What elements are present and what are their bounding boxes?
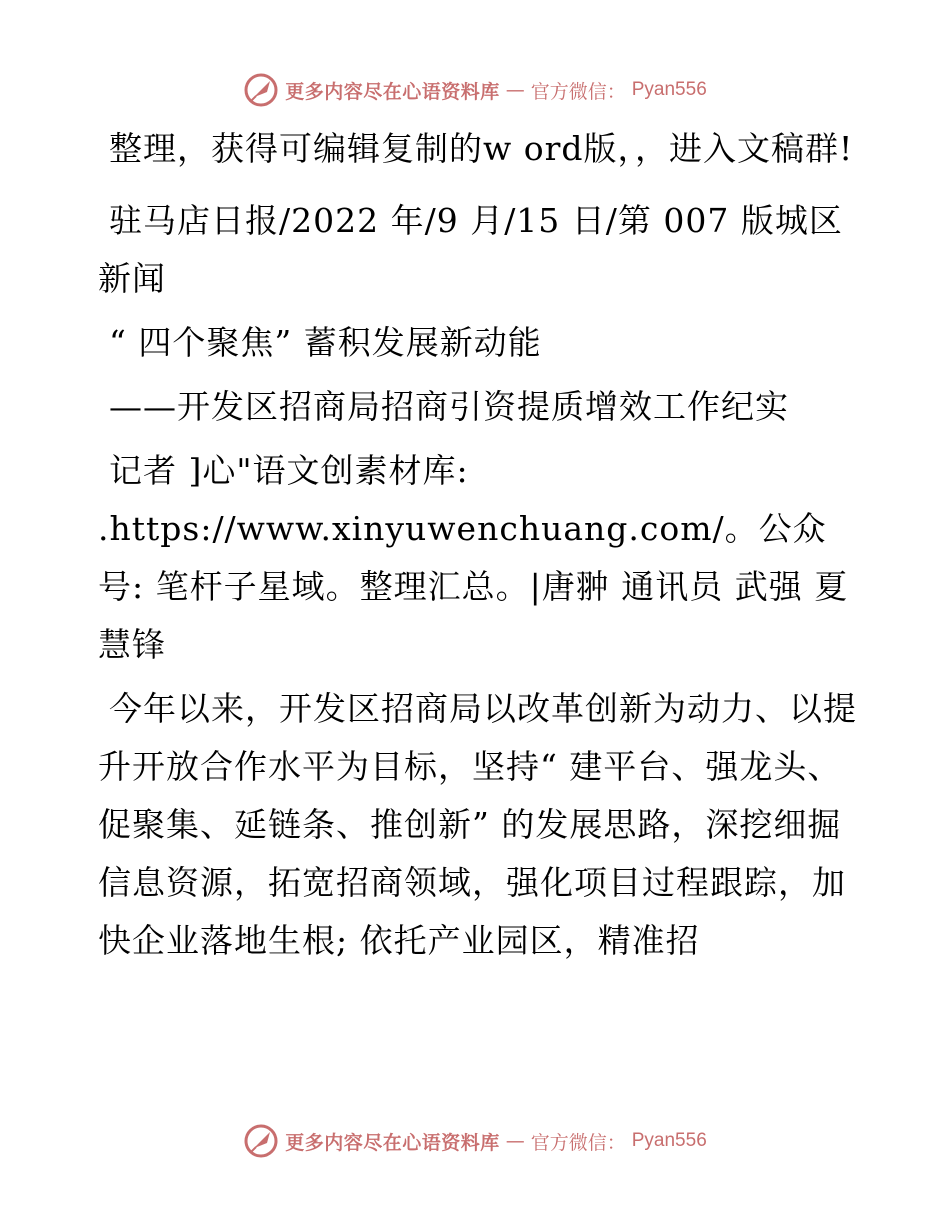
- source-line: 驻马店日报/2022 年/9 月/15 日/第 007 版城区新闻: [98, 201, 843, 298]
- document-body: [98, 120, 858, 970]
- watermark-text: 更多内容尽在心语资料库: [285, 80, 500, 103]
- watermark-official-label: 官方微信：: [530, 1131, 626, 1154]
- watermark-wechat-id: Pyan556: [631, 79, 707, 100]
- watermark-text: 更多内容尽在心语资料库: [285, 1131, 500, 1154]
- header-watermark: [0, 70, 950, 110]
- watermark-dash: —: [505, 79, 525, 101]
- watermark-official-label: 官方微信：: [530, 80, 626, 103]
- watermark-wechat-id: Pyan556: [631, 1130, 707, 1151]
- quill-logo-icon: [243, 1123, 279, 1159]
- footer-watermark: [0, 1121, 950, 1161]
- byline: 记者 ]心"语文创素材库: .https://www.xinyuwenchuang.com/。公众号: 笔杆子星域。整理汇总。|唐翀 通讯员 武强 夏慧锋: [98, 451, 849, 664]
- watermark-dash: —: [505, 1130, 525, 1152]
- article-subtitle: ——开发区招商局招商引资提质增效工作纪实: [109, 387, 789, 426]
- intro-paragraph: 整理，获得可编辑复制的w ord版，，进入文稿群!: [109, 129, 854, 168]
- body-paragraph: 今年以来，开发区招商局以改革创新为动力、以提升开放合作水平为目标，坚持“ 建平台、强龙头、促聚集、延链条、推创新” 的发展思路，深挖细掘信息资源，拓宽招商领域，强化项目过程跟踪，加快企业落地生根; 依托产业园区，精准招: [98, 689, 857, 960]
- article-title: “ 四个聚焦” 蓄积发展新动能: [109, 323, 542, 362]
- quill-logo-icon: [243, 72, 279, 108]
